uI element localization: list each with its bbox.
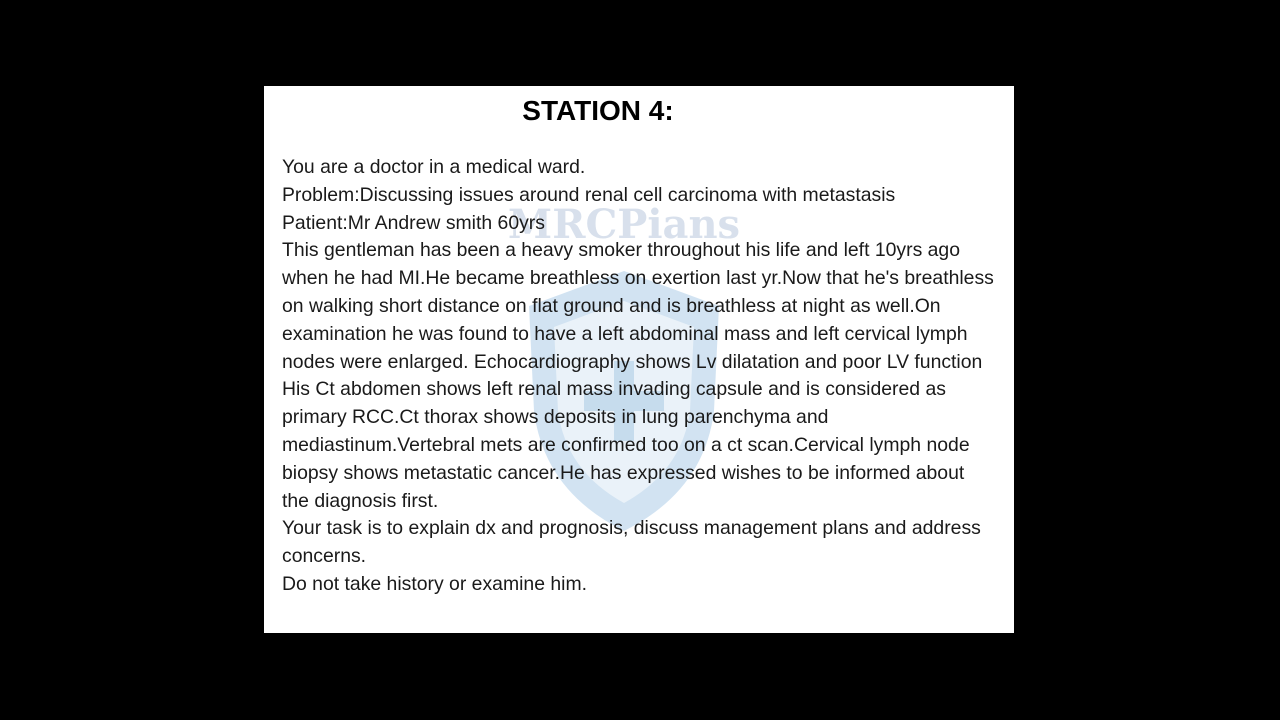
station-title: STATION 4: [522, 95, 674, 126]
patient-line: Patient:Mr Andrew smith 60yrs [282, 211, 545, 234]
intro-line: You are a doctor in a medical ward. [282, 156, 586, 178]
station-instructions [282, 154, 994, 599]
history-paragraph: This gentleman has been a heavy smoker throughout his life and left 10yrs ago when he had MI.He became breathless on exertion last yr.Now that he's breathless on walking short distance on flat ground and is breathless at night as well.On examination he was found to have a left abdominal mass and left cervical lymph nodes were enlarged. Echocardiography shows Lv dilatation and poor LV function [282, 239, 994, 373]
task-line: Your task is to explain dx and prognosis, discuss management plans and address concerns. [282, 517, 981, 568]
investigations-paragraph: His Ct abdomen shows left renal mass invading capsule and is considered as primary RCC.Ct thorax shows deposits in lung parenchyma and mediastinum.Vertebral mets are confirmed too on a ct scan.Cervical lymph node biopsy shows metastatic cancer.He has expressed wishes to be informed about the diagnosis first. [282, 378, 970, 512]
watermark-text: MRCPians [507, 201, 741, 248]
slide-page [264, 86, 1014, 633]
problem-line: Problem:Discussing issues around renal cell carcinoma with metastasis [282, 183, 896, 206]
instruction-line: Do not take history or examine him. [282, 572, 587, 595]
